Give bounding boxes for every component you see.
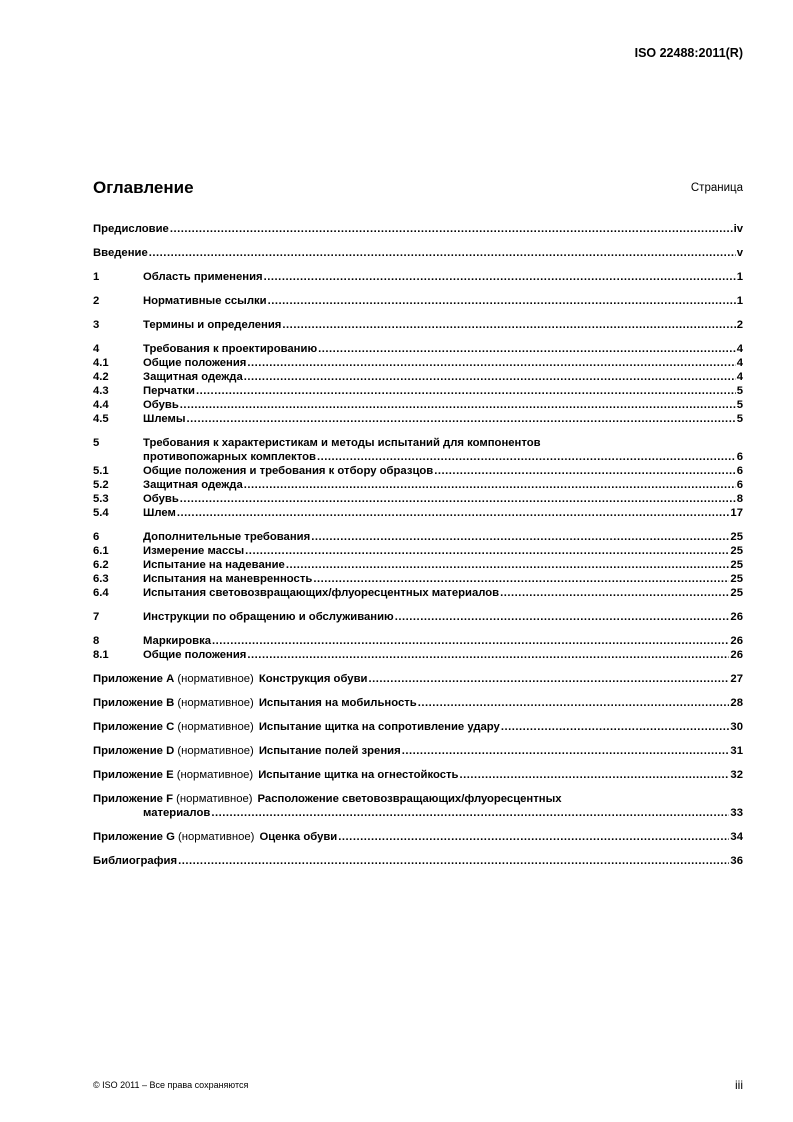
toc-entry-5[interactable]: [93, 436, 743, 450]
toc-entry-title: Шлем: [143, 507, 176, 519]
leader-dots: [368, 672, 729, 686]
toc-entry-page: 25: [730, 573, 743, 585]
toc-entry-page: 26: [730, 635, 743, 647]
toc-entry-title: Предисловие: [93, 223, 169, 235]
toc-entry-3[interactable]: [93, 318, 743, 332]
table-of-contents: [93, 222, 743, 868]
toc-heading: Оглавление: [93, 178, 194, 197]
toc-entry-page: iv: [733, 223, 743, 235]
toc-entry-number: 6.1: [93, 545, 109, 557]
toc-entry-4-3[interactable]: [93, 384, 743, 398]
annex-page: 34: [730, 831, 743, 843]
page-column-label: Страница: [690, 182, 743, 194]
toc-entry-8[interactable]: [93, 634, 743, 648]
annex-page: 31: [730, 745, 743, 757]
annex-label: Приложение F: [93, 793, 173, 805]
toc-entry-number: 6.3: [93, 573, 109, 585]
toc-entry-title: Введение: [93, 247, 148, 259]
toc-entry-number: 8: [93, 635, 100, 647]
leader-dots: [211, 806, 729, 820]
leader-dots: [434, 464, 735, 478]
toc-entry-1[interactable]: [93, 270, 743, 284]
toc-annex-f[interactable]: [93, 792, 743, 806]
toc-entry-title: Общие положения и требования к отбору образцов: [143, 465, 434, 477]
toc-entry-foreword[interactable]: [93, 222, 743, 236]
toc-entry-page: 25: [730, 545, 743, 557]
toc-entry-page: 26: [730, 611, 743, 623]
annex-label: Приложение E: [93, 769, 174, 781]
leader-dots: [244, 478, 736, 492]
toc-annex-a[interactable]: [93, 672, 743, 686]
leader-dots: [180, 398, 736, 412]
leader-dots: [247, 648, 729, 662]
leader-dots: [313, 572, 729, 586]
toc-entry-6-4[interactable]: [93, 586, 743, 600]
toc-entry-6-3[interactable]: [93, 572, 743, 586]
toc-entry-title: Испытания на маневренность: [143, 573, 313, 585]
annex-label: Приложение B: [93, 697, 175, 709]
toc-entry-title: Испытание на надевание: [143, 559, 285, 571]
toc-entry-number: 4.5: [93, 413, 109, 425]
annex-kind: (нормативное): [177, 673, 254, 685]
toc-entry-page: 5: [736, 399, 743, 411]
annex-page: 33: [730, 807, 743, 819]
toc-entry-4-1[interactable]: [93, 356, 743, 370]
leader-dots: [149, 246, 736, 260]
toc-entry-page: 5: [736, 385, 743, 397]
annex-title: Испытания на мобильность: [258, 697, 417, 709]
toc-entry-title: Инструкции по обращению и обслуживанию: [143, 611, 394, 623]
toc-entry-page: 6: [736, 479, 743, 491]
leader-dots: [318, 342, 736, 356]
toc-entry-number: 8.1: [93, 649, 109, 661]
toc-entry-bibliography[interactable]: [93, 854, 743, 868]
toc-entry-title: Обувь: [143, 399, 179, 411]
leader-dots: [177, 506, 730, 520]
leader-dots: [212, 634, 729, 648]
toc-entry-title: Защитная одежда: [143, 479, 243, 491]
toc-entry-title: Требования к характеристикам и методы испытаний для компонентов: [143, 437, 541, 449]
copyright-notice: © ISO 2011 – Все права сохраняются: [93, 1080, 249, 1090]
toc-entry-5-2[interactable]: [93, 478, 743, 492]
annex-title: Испытание щитка на огнестойкость: [258, 769, 459, 781]
toc-entry-title: Дополнительные требования: [143, 531, 311, 543]
toc-entry-4-2[interactable]: [93, 370, 743, 384]
toc-entry-2[interactable]: [93, 294, 743, 308]
toc-annex-e[interactable]: [93, 768, 743, 782]
annex-title: Испытание полей зрения: [258, 745, 401, 757]
annex-label: Приложение D: [93, 745, 175, 757]
toc-entry-page: 4: [736, 371, 743, 383]
annex-kind: (нормативное): [178, 831, 255, 843]
leader-dots: [500, 586, 729, 600]
toc-entry-title: Шлемы: [143, 413, 186, 425]
leader-dots: [180, 492, 736, 506]
toc-entry-page: 8: [736, 493, 743, 505]
toc-entry-4-5[interactable]: [93, 412, 743, 426]
leader-dots: [501, 720, 730, 734]
leader-dots: [286, 558, 730, 572]
leader-dots: [196, 384, 736, 398]
leader-dots: [268, 294, 736, 308]
toc-entry-page: 36: [730, 855, 743, 867]
annex-kind: (нормативное): [176, 793, 253, 805]
annex-label: Приложение A: [93, 673, 175, 685]
toc-entry-number: 4.2: [93, 371, 109, 383]
toc-entry-5-4[interactable]: [93, 506, 743, 520]
annex-page: 27: [730, 673, 743, 685]
leader-dots: [264, 270, 736, 284]
toc-entry-4[interactable]: [93, 342, 743, 356]
toc-entry-title: Защитная одежда: [143, 371, 243, 383]
toc-entry-number: 6.4: [93, 587, 109, 599]
annex-title: Оценка обуви: [259, 831, 338, 843]
annex-title: Конструкция обуви: [258, 673, 368, 685]
toc-entry-title: Обувь: [143, 493, 179, 505]
toc-entry-title: Общие положения: [143, 649, 247, 661]
toc-entry-8-1[interactable]: [93, 648, 743, 662]
toc-entry-page: 4: [736, 357, 743, 369]
toc-entry-title: Библиография: [93, 855, 178, 867]
document-id-header: ISO 22488:2011(R): [634, 46, 743, 60]
toc-entry-title: Перчатки: [143, 385, 195, 397]
toc-entry-number: 2: [93, 295, 100, 307]
annex-page: 30: [730, 721, 743, 733]
annex-page: 28: [730, 697, 743, 709]
leader-dots: [317, 450, 736, 464]
toc-entry-title: Испытания световозвращающих/флуоресцентных материалов: [143, 587, 500, 599]
toc-entry-7[interactable]: [93, 610, 743, 624]
toc-entry-number: 4: [93, 343, 100, 355]
toc-entry-title: Общие положения: [143, 357, 247, 369]
toc-entry-number: 1: [93, 271, 100, 283]
toc-entry-number: 5.3: [93, 493, 109, 505]
annex-page: 32: [730, 769, 743, 781]
toc-entry-number: 5.1: [93, 465, 109, 477]
toc-entry-page: 6: [736, 465, 743, 477]
toc-entry-6-2[interactable]: [93, 558, 743, 572]
toc-entry-page: v: [736, 247, 743, 259]
toc-entry-number: 5.4: [93, 507, 109, 519]
leader-dots: [282, 318, 735, 332]
toc-entry-5-continuation[interactable]: [93, 450, 743, 464]
toc-entry-title: Требования к проектированию: [143, 343, 318, 355]
toc-annex-d[interactable]: [93, 744, 743, 758]
page-footer: [93, 1078, 743, 1094]
toc-entry-number: 6.2: [93, 559, 109, 571]
toc-entry-title: Измерение массы: [143, 545, 245, 557]
toc-annex-c[interactable]: [93, 720, 743, 734]
leader-dots: [178, 854, 729, 868]
annex-label: Приложение C: [93, 721, 175, 733]
toc-entry-5-3[interactable]: [93, 492, 743, 506]
toc-entry-4-4[interactable]: [93, 398, 743, 412]
toc-entry-title: Маркировка: [143, 635, 212, 647]
toc-entry-page: 17: [730, 507, 743, 519]
leader-dots: [460, 768, 730, 782]
toc-entry-page: 25: [730, 587, 743, 599]
annex-title: Испытание щитка на сопротивление удару: [258, 721, 500, 733]
toc-entry-page: 2: [736, 319, 743, 331]
toc-entry-number: 3: [93, 319, 100, 331]
toc-entry-page: 5: [736, 413, 743, 425]
leader-dots: [402, 744, 730, 758]
toc-entry-6[interactable]: [93, 530, 743, 544]
toc-entry-page: 26: [730, 649, 743, 661]
leader-dots: [244, 370, 736, 384]
toc-title-row: [93, 178, 743, 202]
toc-entry-page: 1: [736, 295, 743, 307]
annex-title: Расположение световозвращающих/флуоресцентных: [257, 793, 562, 805]
toc-entry-page: 1: [736, 271, 743, 283]
toc-entry-title: Термины и определения: [143, 319, 282, 331]
leader-dots: [311, 530, 729, 544]
annex-kind: (нормативное): [177, 721, 254, 733]
toc-entry-page: 25: [730, 531, 743, 543]
toc-entry-page: 25: [730, 559, 743, 571]
toc-entry-number: 6: [93, 531, 100, 543]
leader-dots: [245, 544, 729, 558]
toc-entry-6-1[interactable]: [93, 544, 743, 558]
leader-dots: [418, 696, 730, 710]
toc-entry-page: 6: [736, 451, 743, 463]
leader-dots: [247, 356, 735, 370]
page-number: iii: [735, 1078, 743, 1092]
toc-entry-title: Область применения: [143, 271, 263, 283]
annex-kind: (нормативное): [176, 769, 254, 781]
toc-entry-title-continuation: противопожарных комплектов: [143, 451, 316, 463]
leader-dots: [338, 830, 729, 844]
toc-entry-number: 5: [93, 437, 100, 449]
leader-dots: [395, 610, 730, 624]
toc-annex-f-continuation[interactable]: [93, 806, 743, 820]
toc-annex-g[interactable]: [93, 830, 743, 844]
leader-dots: [187, 412, 736, 426]
toc-entry-page: 4: [736, 343, 743, 355]
toc-entry-5-1[interactable]: [93, 464, 743, 478]
toc-entry-title: Нормативные ссылки: [143, 295, 267, 307]
annex-kind: (нормативное): [177, 745, 254, 757]
annex-kind: (нормативное): [177, 697, 254, 709]
toc-entry-number: 5.2: [93, 479, 109, 491]
toc-annex-b[interactable]: [93, 696, 743, 710]
leader-dots: [170, 222, 733, 236]
toc-entry-number: 4.4: [93, 399, 109, 411]
toc-entry-number: 7: [93, 611, 100, 623]
toc-entry-introduction[interactable]: [93, 246, 743, 260]
toc-entry-number: 4.1: [93, 357, 109, 369]
annex-title-continuation: материалов: [143, 807, 211, 819]
toc-entry-number: 4.3: [93, 385, 109, 397]
annex-label: Приложение G: [93, 831, 175, 843]
